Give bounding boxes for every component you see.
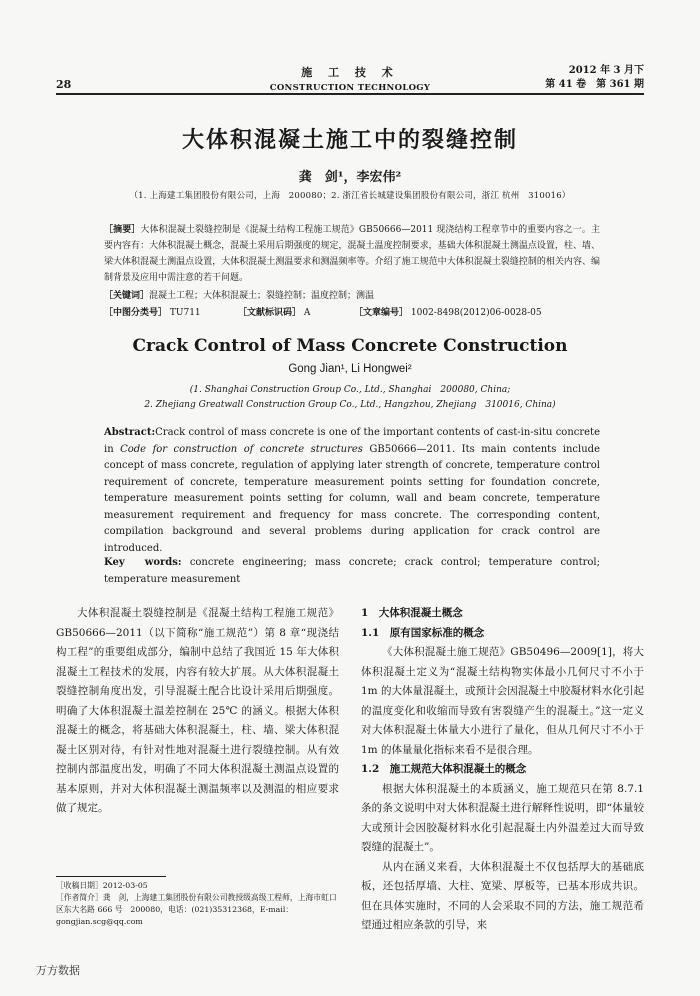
affiliation-cn: （1. 上海建工集团股份有限公司，上海 200080；2. 浙江省长城建设集团股份有限公司，浙江 杭州 310016） xyxy=(129,191,571,201)
keywords-en-text: concrete engineering; mass concrete; crack control; temperature control; temperature measurement xyxy=(104,557,600,585)
title-cn: 大体积混凝土施工中的裂缝控制 xyxy=(181,127,518,153)
authors-en: Gong Jian¹, Li Hongwei² xyxy=(288,363,412,375)
section-heading-1-2: 1.2 施工规范大体积混凝土的概念 xyxy=(361,763,527,775)
abstract-cn-label: ［摘要］ xyxy=(104,225,141,235)
abstract-en xyxy=(104,425,600,557)
abstract-en-label: Abstract: xyxy=(104,427,156,438)
article-no-value: 1002-8498(2012)06-0028-05 xyxy=(410,308,542,318)
body-paragraph: 从内在涵义来看，大体积混凝土不仅包括厚大的基础底板，还包括厚墙、大柱、宽梁、厚板等，已基本形成共识。但在具体实施时，不同的人会采取不同的方法，施工规范希望通过相应条款的引导，来 xyxy=(361,860,644,931)
doc-code-label: ［文献标识码］ xyxy=(238,308,302,318)
issue-info xyxy=(500,64,644,92)
abstract-en-code-title: Code for construction of concrete structures xyxy=(120,443,363,455)
footnote xyxy=(56,880,339,928)
watermark: 万方数据 xyxy=(36,964,80,977)
journal-name-en: CONSTRUCTION TECHNOLOGY xyxy=(269,83,431,93)
body-paragraph: 大体积混凝土裂缝控制是《混凝土结构工程施工规范》GB50666—2011（以下简称“施工规范”）第 8 章“现浇结构工程”的重要组成部分，编制中总结了我国近 15 年大体积混凝土工程技术的发展，内容有较大扩展。从大体积混凝土裂缝控制角度出发，引导混凝土配合比设计采用后期强度。明确了大体积混凝土温差控制在 25℃ 的涵义。根据大体积混凝土的概念，将基础大体积混凝土，柱、墙、梁大体积混凝土区别对待，有针对性地对混凝土进行裂缝控制。从有效控制内部温度出发，明确了不同大体积混凝土测温点设置的基本原则，并对大体积混凝土测温频率以及测温的相应要求做了规定。 xyxy=(56,607,339,814)
journal-header xyxy=(230,64,470,93)
title-en: Crack Control of Mass Concrete Construction xyxy=(132,336,568,356)
page-number: 28 xyxy=(56,78,72,91)
affiliation-en xyxy=(0,383,700,413)
affiliation-en-1: (1. Shanghai Construction Group Co., Ltd., Shanghai 200080, China; xyxy=(189,385,511,395)
body-right-column xyxy=(361,604,644,936)
author-bio: ［作者简介］龚 剑，上海建工集团股份有限公司教授级高级工程师，上海市虹口区东大名路 666 号 200080，电话：(021)35312368，E-mail：gongjian.scg@qq.com xyxy=(56,893,337,926)
keywords-cn-text: 混凝土工程；大体积混凝土；裂缝控制；温度控制；测温 xyxy=(149,291,375,301)
authors-cn: 龚 剑¹，李宏伟² xyxy=(298,170,402,185)
section-heading-1-1: 1.1 原有国家标准的概念 xyxy=(361,626,485,639)
keywords-cn-label: ［关键词］ xyxy=(104,291,150,301)
article-no-label: ［文章编号］ xyxy=(354,308,409,318)
doc-code-value: A xyxy=(303,308,311,318)
footnote-divider xyxy=(56,876,166,877)
volume-issue: 第 41 卷 第 361 期 xyxy=(545,79,644,90)
abstract-cn xyxy=(104,222,600,286)
issue-date: 2012 年 3 月下 xyxy=(568,65,644,76)
abstract-en-part1: Crack control of mass concrete is one of the important contents of cast-in-situ concrete in xyxy=(104,427,600,455)
clc-label: ［中图分类号］ xyxy=(104,308,168,318)
received-date: ［收稿日期］2012-03-05 xyxy=(56,881,148,890)
body-paragraph: 根据大体积混凝土的本质涵义，施工规范只在第 8.7.1 条的条文说明中对大体积混凝土进行解释性说明，即“体量较大或预计会因胶凝材料水化引起混凝土内外温差过大而导致裂缝的混凝土”。 xyxy=(361,782,644,853)
header-divider xyxy=(56,93,644,95)
section-heading-1: 1 大体积混凝土概念 xyxy=(361,607,463,619)
body-paragraph: 《大体积混凝土施工规范》GB50496—2009[1]，将大体积混凝土定义为“混凝土结构物实体最小几何尺寸不小于 1m 的大体量混凝土，或预计会因混凝土中胶凝材料水化引起的温度变化和收缩而导致有害裂缝产生的混凝土。”这一定义对大体积混凝土体量大小进行了量化，但从几何尺寸不小于 1m 的体量量化指标来看不是很合理。 xyxy=(361,646,644,756)
abstract-cn-text: 大体积混凝土裂缝控制是《混凝土结构工程施工规范》GB50666—2011 现浇结构工程章节中的重要内容之一。主要内容有：大体积混凝土概念，混凝土采用后期强度的规定，混凝土温度控制要求，基础大体积混凝土测温点设置，柱、墙、梁大体积混凝土测温点设置，大体积混凝土测温要求和测温频率等。介绍了施工规范中大体积混凝土裂缝控制的相关内容、编制背景及应用中需注意的若干问题。 xyxy=(104,225,600,283)
keywords-en xyxy=(104,555,600,588)
journal-name-cn: 施 工 技 术 xyxy=(301,66,399,79)
body-left-column xyxy=(56,604,339,819)
keywords-cn xyxy=(104,288,600,304)
keywords-en-label: Key words: xyxy=(104,557,182,568)
clc-value: TU711 xyxy=(169,308,201,318)
abstract-en-part2: GB50666—2011. Its main contents include concept of mass concrete, regulation of applying later strength of concrete, temperature control requirement of concrete, temperature measurement points setting for foundation concrete, temperature measurement points setting for column, wall and beam concrete, temperature measurement requirement and frequency for mass concrete. The corresponding content, compilation background and several problems during application for crack control are introduced. xyxy=(104,443,600,554)
affiliation-en-2: 2. Zhejiang Greatwall Construction Group Co., Ltd., Hangzhou, Zhejiang 310016, China) xyxy=(144,400,556,410)
